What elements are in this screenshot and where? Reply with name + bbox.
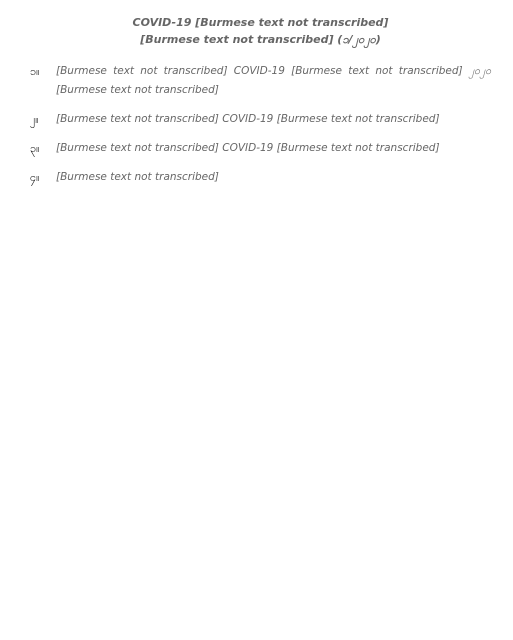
paragraph-1 xyxy=(30,62,491,100)
paragraph-number: ၁။ xyxy=(30,65,40,78)
paragraph-text: [Burmese text not transcribed] COVID-19 [Burmese text not transcribed] ၂၀၂၀ [Burmese text not transcribed] xyxy=(56,65,491,96)
paragraph-number: ၃။ xyxy=(30,142,40,155)
paragraph-text: [Burmese text not transcribed] COVID-19 [Burmese text not transcribed] xyxy=(56,142,440,154)
paragraph-number: ၂။ xyxy=(30,113,39,126)
paragraph-2 xyxy=(30,110,491,129)
paragraph-text: [Burmese text not transcribed] xyxy=(56,171,219,183)
title-line-1: COVID-19 [Burmese text not transcribed] xyxy=(132,16,389,29)
paragraph-text: [Burmese text not transcribed] COVID-19 [Burmese text not transcribed] xyxy=(56,113,440,125)
title-line-2: [Burmese text not transcribed] (၁/၂၀၂၀) xyxy=(140,33,381,46)
document-title xyxy=(30,14,491,48)
paragraph-4 xyxy=(30,168,491,187)
paragraph-3 xyxy=(30,139,491,158)
paragraph-number: ၄။ xyxy=(30,171,40,184)
